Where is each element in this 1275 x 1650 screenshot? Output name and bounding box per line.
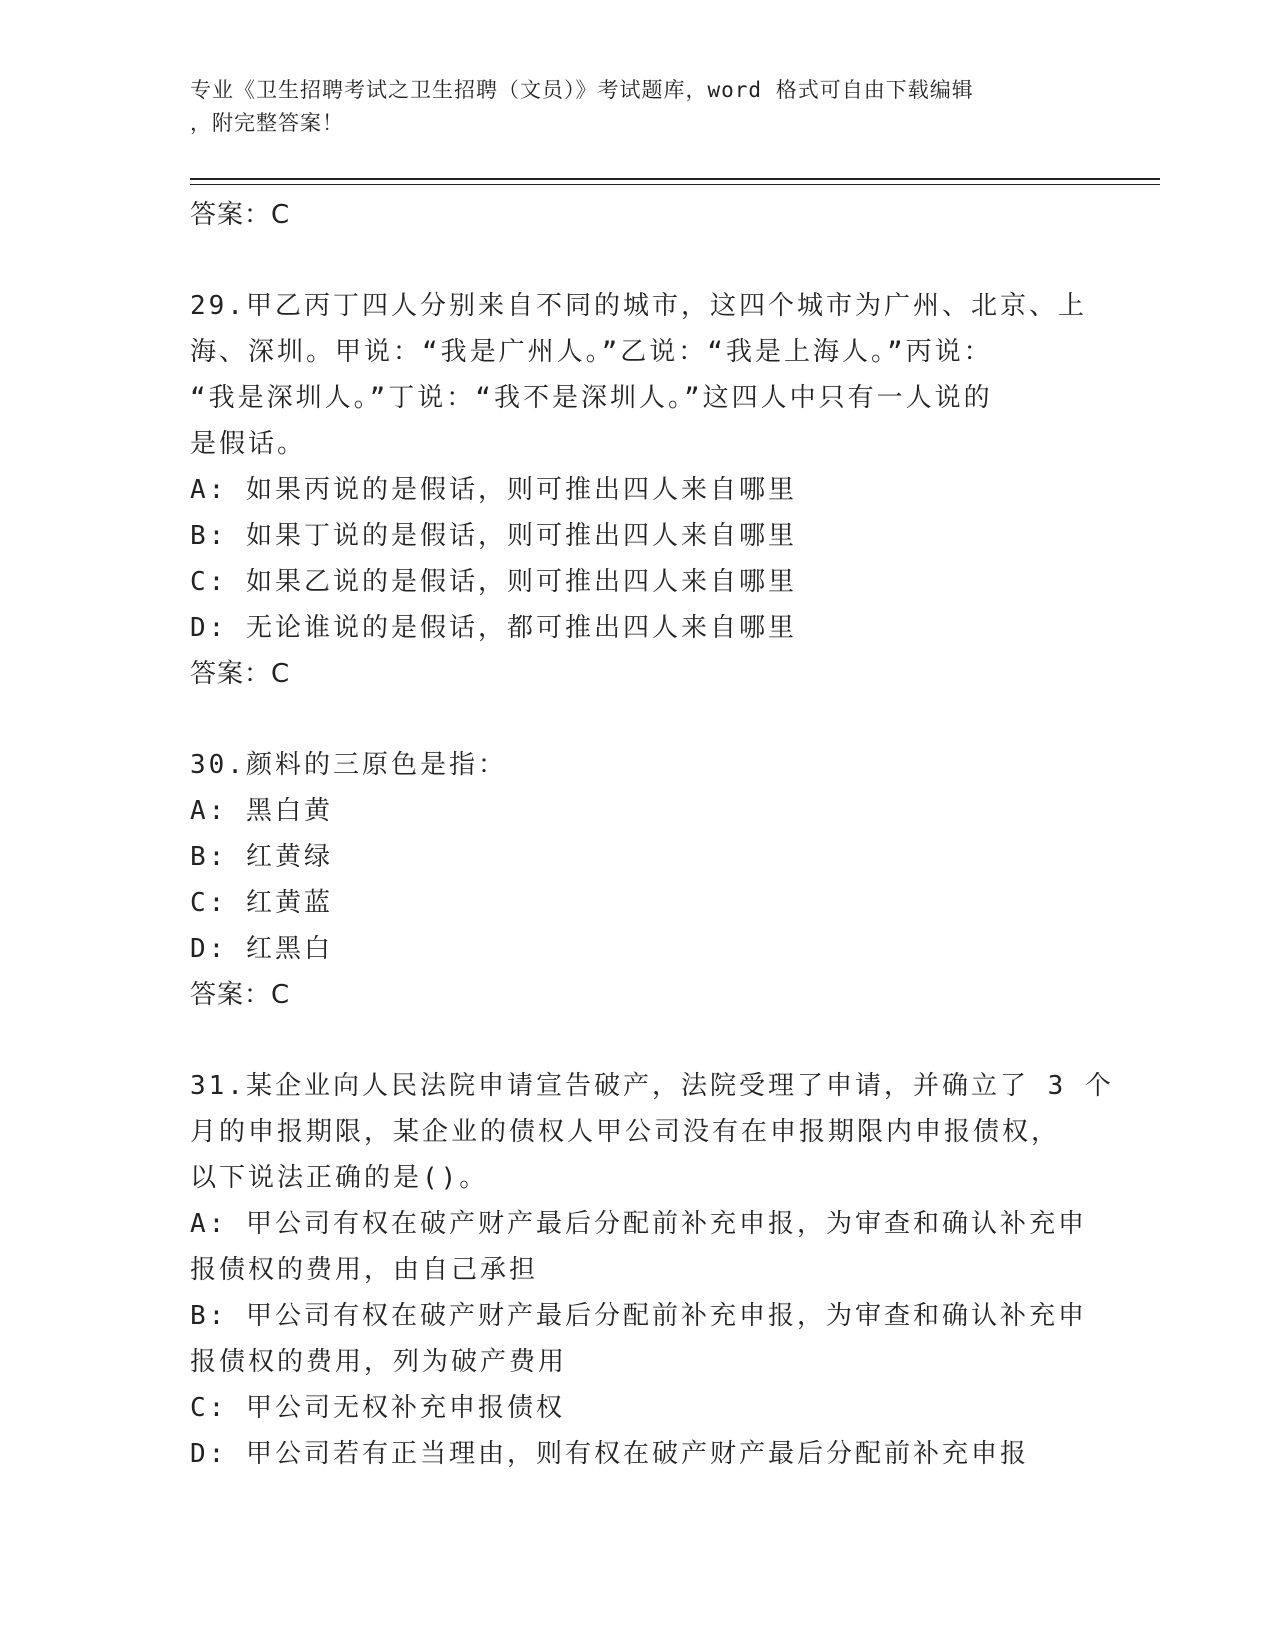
option-a: A: 如果丙说的是假话，则可推出四人来自哪里 (190, 475, 797, 505)
document-header (190, 74, 1090, 140)
option-d: D: 红黑白 (190, 934, 333, 964)
question-text-line: 月的申报期限，某企业的债权人甲公司没有在申报期限内申报债权， (190, 1117, 1061, 1147)
question-text-line: “我是深圳人。”丁说：“我不是深圳人。”这四人中只有一人说的 (190, 383, 993, 413)
option-b: B: 红黄绿 (190, 842, 333, 872)
answer-line: 答案：C (190, 200, 291, 230)
question-29 (190, 283, 1090, 697)
question-text-line: 29.甲乙丙丁四人分别来自不同的城市，这四个城市为广州、北京、上 (190, 291, 1087, 321)
option-b-continued: 报债权的费用，列为破产费用 (190, 1347, 568, 1377)
option-c: C: 如果乙说的是假话，则可推出四人来自哪里 (190, 567, 797, 597)
question-text-line: 是假话。 (190, 429, 307, 459)
question-text-line: 以下说法正确的是()。 (190, 1163, 489, 1193)
answer-line: 答案：C (190, 659, 291, 689)
header-rule-thick (190, 178, 1160, 180)
header-line-1: 专业《卫生招聘考试之卫生招聘（文员）》考试题库，word 格式可自由下载编辑 (190, 78, 974, 102)
question-text-line: 30.颜料的三原色是指： (190, 750, 507, 780)
option-d: D: 甲公司若有正当理由，则有权在破产财产最后分配前补充申报 (190, 1439, 1029, 1469)
question-text-line: 海、深圳。甲说：“我是广州人。”乙说：“我是上海人。”丙说： (190, 337, 993, 367)
option-a: A: 黑白黄 (190, 796, 333, 826)
option-c: C: 红黄蓝 (190, 888, 333, 918)
option-c: C: 甲公司无权补充申报债权 (190, 1393, 565, 1423)
answer-line: 答案：C (190, 980, 291, 1010)
spacer (190, 238, 1090, 283)
spacer (190, 1018, 1090, 1063)
option-b: B: 甲公司有权在破产财产最后分配前补充申报，为审查和确认补充申 (190, 1301, 1087, 1331)
option-b: B: 如果丁说的是假话，则可推出四人来自哪里 (190, 521, 797, 551)
option-a: A: 甲公司有权在破产财产最后分配前补充申报，为审查和确认补充申 (190, 1209, 1087, 1239)
question-31 (190, 1063, 1114, 1477)
header-line-2: ，附完整答案！ (190, 111, 344, 135)
option-a-continued: 报债权的费用，由自己承担 (190, 1255, 539, 1285)
option-d: D: 无论谁说的是假话，都可推出四人来自哪里 (190, 613, 797, 643)
spacer (190, 697, 1090, 742)
document-body (190, 192, 1114, 1477)
question-30 (190, 742, 1090, 1018)
question-text-line: 31.某企业向人民法院申请宣告破产，法院受理了申请，并确立了 3 个 (190, 1071, 1114, 1101)
header-rule-thin (190, 184, 1160, 185)
